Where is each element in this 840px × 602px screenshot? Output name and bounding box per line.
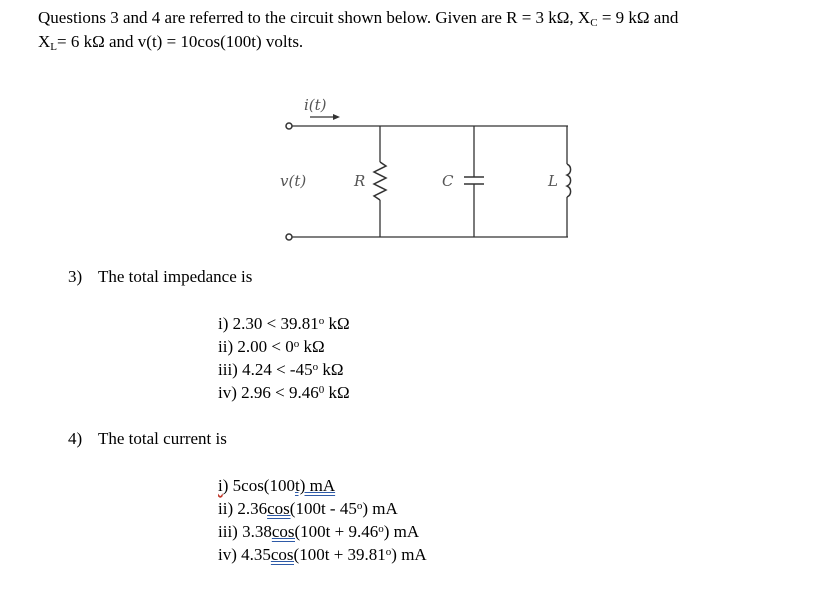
q3-option-4-unit: kΩ — [324, 383, 350, 402]
xl-symbol: X — [38, 32, 51, 51]
q4-option-3-label: iii) 3.38 — [218, 522, 272, 541]
q3-option-4 — [218, 381, 350, 404]
current-arrowhead — [333, 114, 340, 120]
q3-option-3-value: iii) 4.24 < -45 — [218, 360, 313, 379]
degree-symbol: o — [293, 338, 300, 350]
question-3-text: The total impedance is — [98, 267, 253, 286]
q4-option-2-arg: 100t - 45 — [295, 499, 357, 518]
q4-option-4-unit: ) mA — [391, 545, 427, 564]
degree-symbol: o — [385, 546, 392, 558]
q4-option-4-arg: 100t + 39.81 — [299, 545, 386, 564]
q4-option-3-unit: ) mA — [383, 522, 420, 541]
statement-text-1-end: = 9 kΩ and — [597, 8, 679, 27]
problem-statement — [38, 6, 828, 54]
q4-option-2 — [218, 497, 427, 520]
q4-option-2-unit: ) mA — [362, 499, 398, 518]
statement-text-2: = 6 kΩ and v(t) = 10cos(100t) volts. — [57, 32, 304, 51]
q3-option-1-value: i) 2.30 < 39.81 — [218, 314, 319, 333]
xc-subscript: C — [590, 17, 598, 29]
statement-line-1 — [38, 6, 828, 30]
statement-line-2 — [38, 30, 828, 54]
degree-symbol: 0 — [318, 384, 325, 396]
degree-symbol: o — [378, 523, 384, 535]
q4-option-2-label: ii) 2.36 — [218, 499, 268, 518]
top-terminal — [286, 123, 292, 129]
q4-option-4-label: iv) 4.35 — [218, 545, 271, 564]
q4-option-3-arg: 100t + 9.46 — [300, 522, 379, 541]
q4-option-3 — [218, 520, 427, 543]
question-3-options — [218, 312, 350, 404]
bottom-terminal — [286, 234, 292, 240]
q3-option-3-unit: kΩ — [318, 360, 344, 379]
q4-option-1-expr: ) 5cos(100 — [222, 476, 295, 495]
q3-option-4-value: iv) 2.96 < 9.46 — [218, 383, 319, 402]
capacitor-label: C — [442, 172, 454, 190]
q3-option-2 — [218, 335, 350, 358]
question-4-options — [218, 474, 427, 566]
voltage-label: v(t) — [280, 172, 307, 190]
statement-text-1: Questions 3 and 4 are referred to the circuit shown below. Given are R = 3 kΩ, X — [38, 8, 591, 27]
q4-option-1-label: i — [218, 476, 223, 495]
question-4-text: The total current is — [98, 429, 227, 448]
q4-option-4 — [218, 543, 427, 566]
question-3-number: 3) — [68, 267, 83, 286]
degree-symbol: o — [312, 361, 319, 373]
q3-option-2-value: ii) 2.00 < 0 — [218, 337, 294, 356]
q3-option-1-unit: kΩ — [324, 314, 350, 333]
q4-option-1-tail: t) mA — [294, 476, 336, 495]
circuit-diagram — [270, 88, 600, 248]
q3-option-2-unit: kΩ — [299, 337, 325, 356]
q3-option-3 — [218, 358, 350, 381]
question-4 — [68, 428, 227, 450]
question-4-number: 4) — [68, 429, 83, 448]
q3-option-1 — [218, 312, 350, 335]
resistor — [374, 126, 386, 237]
resistor-label: R — [354, 172, 366, 190]
question-3 — [68, 266, 252, 288]
capacitor — [464, 126, 484, 237]
inductor — [567, 126, 571, 237]
q4-option-2-cos: cos( — [267, 499, 296, 518]
q4-option-1 — [218, 474, 427, 497]
degree-symbol: o — [356, 500, 363, 512]
xl-subscript: L — [50, 41, 58, 53]
q4-option-3-cos: cos( — [271, 522, 301, 541]
q4-option-4-cos: cos( — [270, 545, 300, 564]
inductor-label: L — [548, 172, 558, 190]
degree-symbol: o — [318, 315, 325, 327]
current-label: i(t) — [304, 96, 327, 114]
